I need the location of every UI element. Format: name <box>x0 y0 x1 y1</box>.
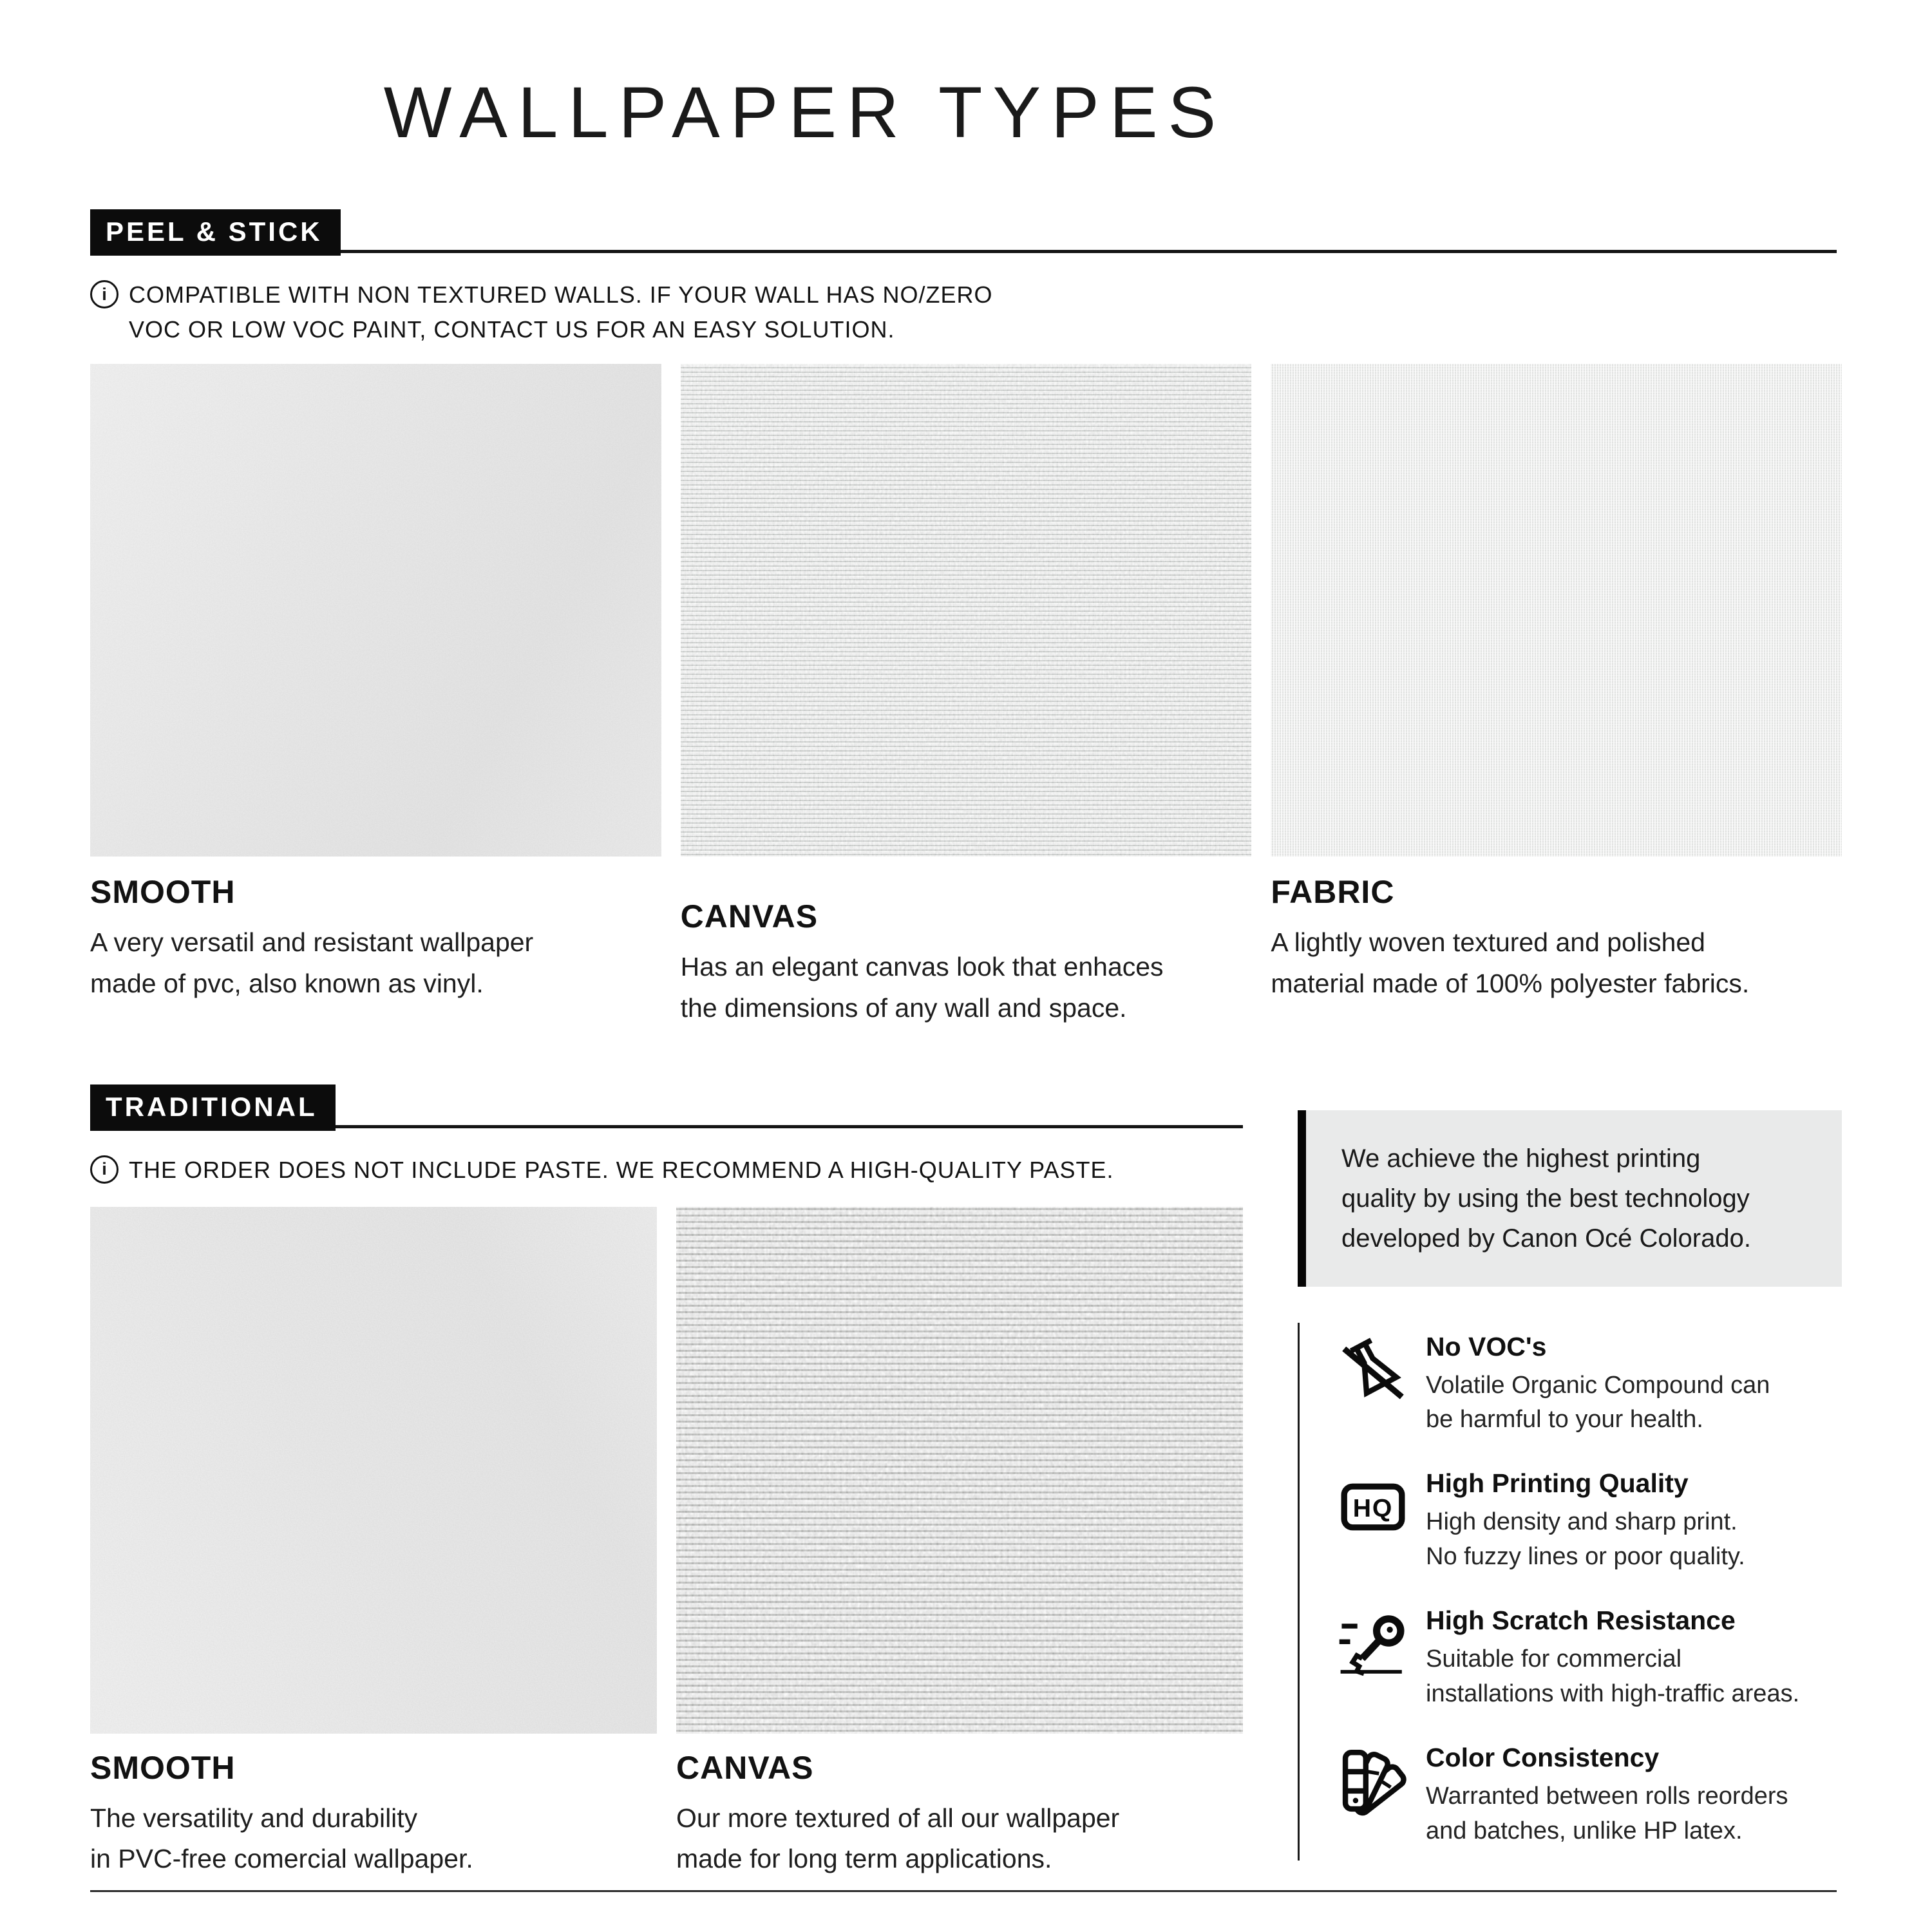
feature-title: High Scratch Resistance <box>1426 1605 1736 1636</box>
bottom-section <box>90 1084 1842 1880</box>
swatch-name: SMOOTH <box>90 1749 236 1786</box>
feature-description: Warranted between rolls reorders and batches, unlike HP latex. <box>1426 1783 1788 1845</box>
peel-stick-swatch-row <box>90 364 1842 857</box>
color-fan-icon <box>1337 1745 1409 1817</box>
peel-stick-note-text: COMPATIBLE WITH NON TEXTURED WALLS. IF YOUR WALL HAS NO/ZERO VOC OR LOW VOC PAINT, CONTACT US FOR AN EASY SOLUTION. <box>129 281 993 343</box>
peel-stick-note <box>90 278 1842 347</box>
swatch-description: A very versatil and resistant wallpaper made of pvc, also known as vinyl. <box>90 927 534 998</box>
swatch-description: Has an elegant canvas look that enhaces the dimensions of any wall and space. <box>680 952 1164 1023</box>
feature-description: Volatile Organic Compound can be harmful to your health. <box>1426 1371 1770 1434</box>
feature-title: No VOC's <box>1426 1331 1547 1361</box>
feature-scratch-resistance <box>1337 1605 1842 1712</box>
smooth-texture <box>90 364 661 857</box>
canvas-caption <box>681 873 1252 1028</box>
feature-title: Color Consistency <box>1426 1743 1660 1773</box>
smooth-swatch-photo <box>90 1207 657 1734</box>
peel-stick-rule <box>90 250 1837 253</box>
canvas-swatch-photo <box>681 364 1252 857</box>
feature-text <box>1426 1743 1842 1849</box>
peel-stick-section-header <box>90 209 1842 256</box>
printing-quality-callout: We achieve the highest printing quality by using the best technology developed by Canon Océ Colorado. <box>1298 1110 1842 1287</box>
fabric-caption <box>1271 873 1842 1028</box>
swatch-name: FABRIC <box>1271 874 1395 911</box>
feature-description: Suitable for commercial installations with high-traffic areas. <box>1426 1645 1800 1708</box>
quality-column <box>1298 1084 1842 1880</box>
traditional-column <box>90 1084 1243 1880</box>
smooth-swatch-photo <box>90 364 661 857</box>
traditional-captions <box>90 1749 1243 1880</box>
fabric-texture <box>1271 364 1842 857</box>
swatch-description: The versatility and durability in PVC-free comercial wallpaper. <box>90 1803 473 1874</box>
feature-list <box>1298 1323 1842 1861</box>
fabric-swatch-photo <box>1271 364 1842 857</box>
feature-no-voc <box>1337 1332 1842 1438</box>
swatch-name: CANVAS <box>676 1749 814 1786</box>
smooth-caption <box>90 1749 657 1880</box>
traditional-note-text: THE ORDER DOES NOT INCLUDE PASTE. WE RECOMMEND A HIGH-QUALITY PASTE. <box>129 1156 1114 1183</box>
peel-stick-tag: PEEL & STICK <box>90 209 341 256</box>
swatch-name: SMOOTH <box>90 874 236 911</box>
peel-stick-captions <box>90 873 1842 1028</box>
info-icon: i <box>90 280 118 308</box>
feature-high-printing-quality <box>1337 1468 1842 1575</box>
feature-text <box>1426 1605 1842 1712</box>
canvas-texture <box>676 1207 1243 1734</box>
smooth-caption <box>90 873 661 1028</box>
traditional-section-header <box>90 1084 1243 1131</box>
feature-text <box>1426 1468 1842 1575</box>
swatch-name: CANVAS <box>680 898 819 935</box>
hq-badge-icon <box>1337 1471 1409 1543</box>
feature-title: High Printing Quality <box>1426 1468 1689 1499</box>
traditional-tag: TRADITIONAL <box>90 1084 336 1131</box>
feature-text <box>1426 1332 1842 1438</box>
canvas-texture <box>681 364 1252 857</box>
bottom-divider <box>90 1890 1837 1892</box>
traditional-note <box>90 1153 1243 1188</box>
traditional-swatch-row <box>90 1207 1243 1734</box>
smooth-texture <box>90 1207 657 1734</box>
swatch-description: A lightly woven textured and polished material made of 100% polyester fabrics. <box>1271 927 1750 998</box>
scratch-key-icon <box>1337 1608 1409 1680</box>
svg-text:HQ: HQ <box>1352 1495 1394 1523</box>
feature-color-consistency <box>1337 1743 1842 1849</box>
info-icon: i <box>90 1155 118 1184</box>
feature-description: High density and sharp print. No fuzzy lines or poor quality. <box>1426 1508 1745 1571</box>
page-title: WALLPAPER TYPES <box>383 72 1227 153</box>
canvas-caption <box>676 1749 1243 1880</box>
no-voc-flask-icon <box>1337 1334 1409 1406</box>
swatch-description: Our more textured of all our wallpaper made for long term applications. <box>676 1803 1120 1874</box>
canvas-swatch-photo <box>676 1207 1243 1734</box>
